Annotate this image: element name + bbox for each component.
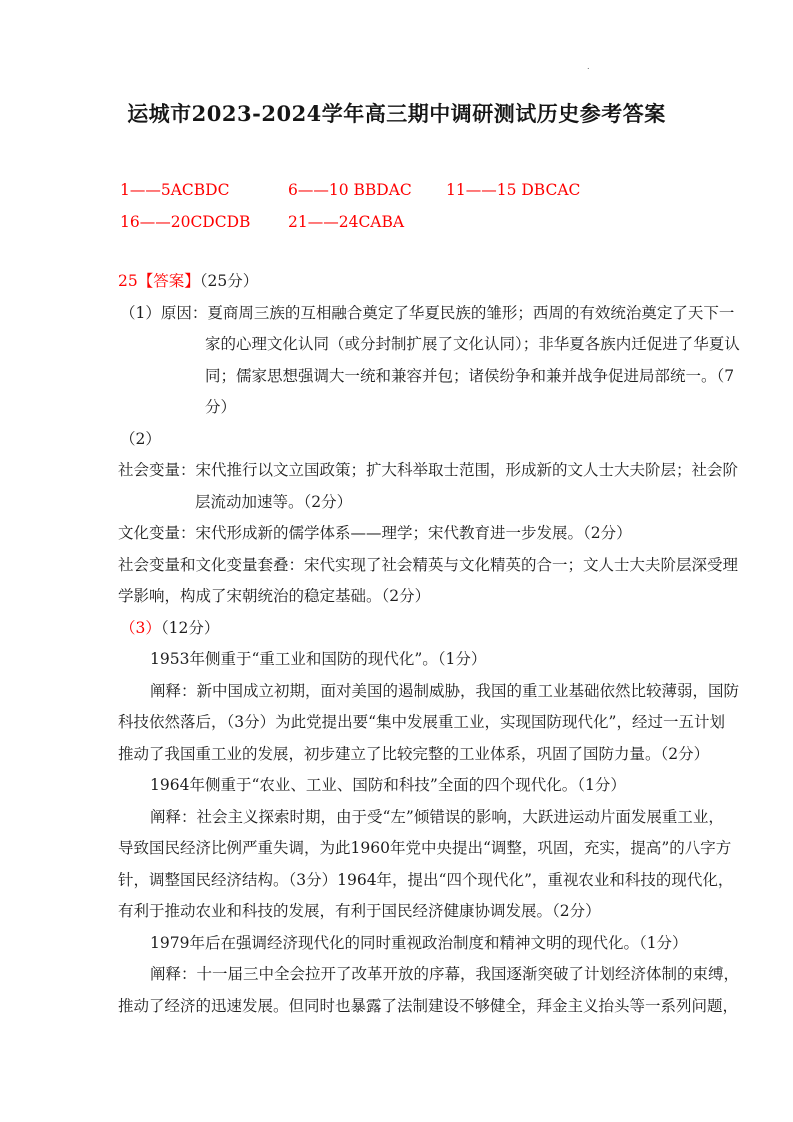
text-line	[118, 833, 732, 865]
text-line	[118, 676, 740, 708]
text-segment: （2）	[120, 429, 161, 448]
text-line	[118, 550, 739, 582]
text-segment: 社会变量：宋代推行以文立国政策；扩大科举取士范围，形成新的文人士大夫阶层；社会阶	[118, 461, 739, 479]
text-segment: 阐释：新中国成立初期，面对美国的遏制威胁，我国的重工业基础依然比较薄弱，国防	[150, 681, 740, 700]
text-segment: 推动了我国重工业的发展，初步建立了比较完整的工业体系，巩固了国防力量。（2分）	[118, 744, 710, 763]
text-segment: 1979年后在强调经济现代化的同时重视政治制度和精神文明的现代化。（1分）	[150, 933, 688, 952]
text-line	[118, 613, 718, 645]
page-title: 运城市2023-2024学年高三期中调研测试历史参考答案	[127, 101, 666, 126]
corner-mark: .	[587, 62, 590, 71]
text-line	[118, 644, 718, 676]
text-segment: 阐释：十一届三中全会拉开了改革开放的序幕，我国逐渐突破了计划经济体制的束缚，	[150, 965, 740, 983]
text-segment: 1953年侧重于“重工业和国防的现代化”。（1分）	[150, 650, 487, 668]
text-segment: 推动了经济的迅速发展。但同时也暴露了法制建设不够健全，拜金主义抬头等一系列问题，	[118, 996, 739, 1015]
text-segment: 针，调整国民经济结构。（3分）1964年，提出“四个现代化”，重视农业和科技的现代化，	[118, 870, 734, 889]
text-line	[118, 581, 718, 613]
text-line	[118, 739, 718, 771]
text-segment: （1）原因：夏商周三族的互相融合奠定了华夏民族的雏形；西周的有效统治奠定了天下一	[120, 303, 735, 322]
text-segment: 文化变量：宋代形成新的儒学体系——理学；宋代教育进一步发展。（2分）	[118, 524, 632, 542]
text-segment: 分）	[205, 398, 237, 416]
text-line	[118, 361, 735, 393]
text-line	[118, 424, 718, 456]
text-segment: 家的心理文化认同（或分封制扩展了文化认同）；非华夏各族内迁促进了华夏认	[205, 335, 740, 353]
red-text-segment: （3）	[120, 618, 161, 637]
answer-key-item: 16——20CDCDB	[120, 213, 251, 231]
text-line	[118, 707, 725, 739]
answer-key-item: 6——10 BBDAC	[288, 181, 412, 199]
text-line	[118, 959, 740, 991]
text-line	[118, 487, 718, 519]
text-segment: 阐释：社会主义探索时期，由于受“左”倾错误的影响，大跃进运动片面发展重工业，	[150, 807, 724, 826]
red-text-segment: 25【答案】	[118, 272, 200, 290]
text-segment: 层流动加速等。（2分）	[195, 492, 353, 511]
text-line	[118, 329, 740, 361]
answer-key-row	[118, 206, 678, 238]
text-segment: 1964年侧重于“农业、工业、国防和科技”全面的四个现代化。（1分）	[150, 776, 626, 794]
answer-key-item: 1——5ACBDC	[120, 181, 230, 199]
text-line	[118, 266, 718, 298]
text-line	[118, 896, 718, 928]
text-line	[118, 865, 734, 897]
text-segment: 学影响，构成了宋朝统治的稳定基础。（2分）	[118, 587, 431, 605]
text-segment: （25分）	[199, 272, 259, 290]
text-line	[118, 455, 739, 487]
text-line	[118, 770, 718, 802]
text-line	[118, 991, 739, 1023]
answer-key-item: 21——24CABA	[288, 213, 405, 231]
answer-key-row	[118, 174, 678, 206]
text-segment: 导致国民经济比例严重失调，为此1960年党中央提出“调整，巩固，充实，提高”的八字方	[118, 839, 732, 857]
text-line	[118, 298, 735, 330]
answer-body	[118, 266, 740, 1022]
text-line	[118, 928, 718, 960]
text-segment: 社会变量和文化变量套叠：宋代实现了社会精英与文化精英的合一；文人士大夫阶层深受理	[118, 555, 739, 574]
text-line	[118, 392, 718, 424]
answer-key-item: 11——15 DBCAC	[446, 181, 581, 199]
text-line	[118, 802, 724, 834]
text-segment: （12分）	[160, 618, 220, 637]
text-segment: 有利于推动农业和科技的发展，有利于国民经济健康协调发展。（2分）	[118, 902, 601, 920]
text-segment: 同；儒家思想强调大一统和兼容并包；诸侯纷争和兼并战争促进局部统一。（7	[205, 366, 735, 385]
text-line	[118, 518, 718, 550]
answer-key-section	[118, 174, 678, 238]
text-segment: 科技依然落后，（3分）为此党提出要“集中发展重工业，实现国防现代化”，经过一五计划	[118, 713, 725, 731]
